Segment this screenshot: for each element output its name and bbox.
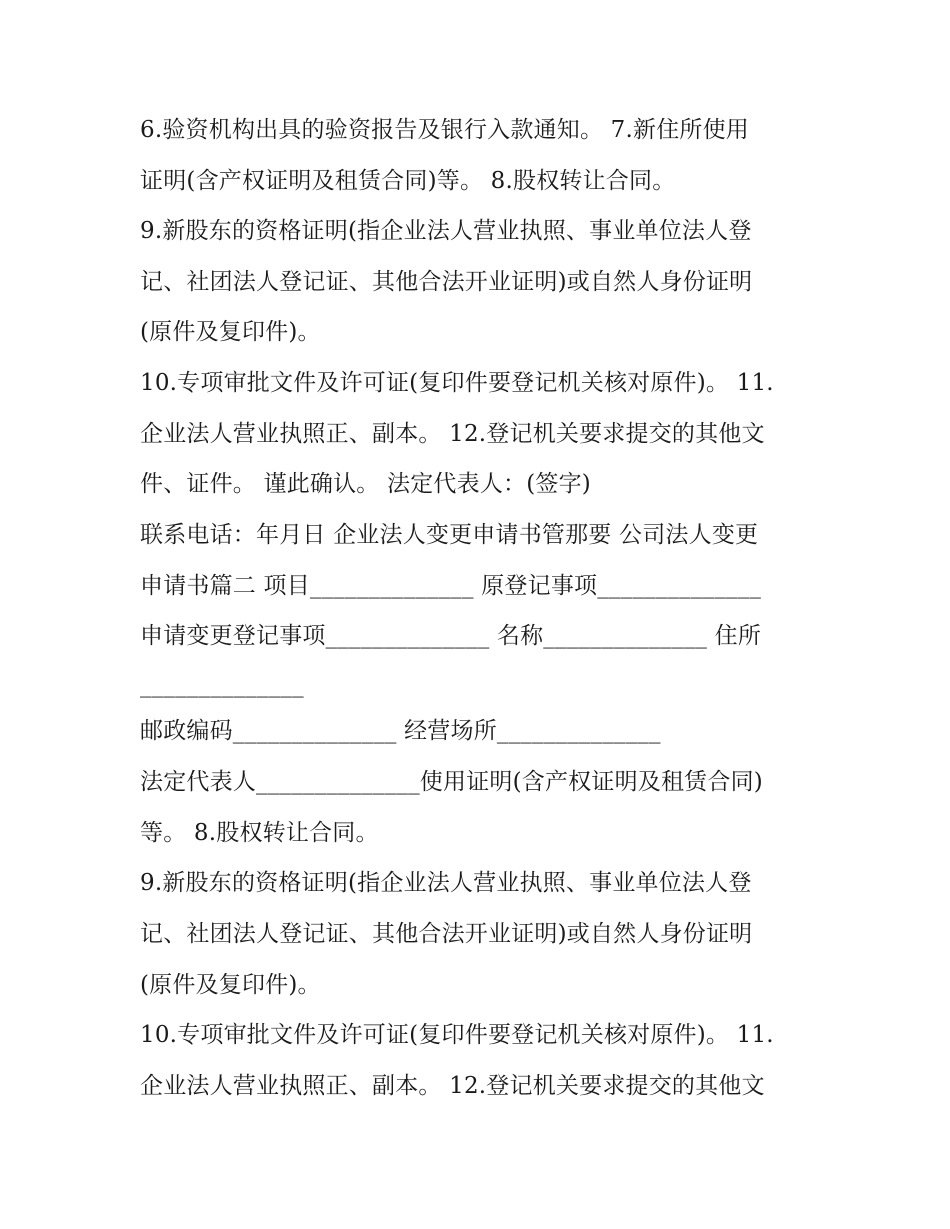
text-line: 法定代表人______________使用证明(含产权证明及租赁合同) [140,769,763,795]
text-line: 6.验资机构出具的验资报告及银行入款通知。 7.新住所使用 [140,117,749,143]
text-line: 企业法人营业执照正、副本。 12.登记机关要求提交的其他文 [140,421,765,447]
text-line: 邮政编码______________ 经营场所______________ [140,718,661,744]
text-line: 联系电话：年月日 企业法人变更申请书管那要 公司法人变更 [140,522,759,548]
text-line: (原件及复印件)。 [140,972,321,998]
text-line: 等。 8.股权转让合同。 [140,820,379,846]
text-line: 记、社团法人登记证、其他合法开业证明)或自然人身份证明 [140,921,753,947]
text-line: 企业法人营业执照正、副本。 12.登记机关要求提交的其他文 [140,1073,765,1099]
text-line: 9.新股东的资格证明(指企业法人营业执照、事业单位法人登 [140,870,752,896]
text-line: 证明(含产权证明及租赁合同)等。 8.股权转让合同。 [140,168,676,194]
text-line: 10.专项审批文件及许可证(复印件要登记机关核对原件)。 11. [140,370,774,396]
text-line: 记、社团法人登记证、其他合法开业证明)或自然人身份证明 [140,269,753,295]
text-line: 申请变更登记事项______________ 名称______________ 住所 [140,623,762,649]
text-line: 件、证件。 谨此确认。 法定代表人：(签字) [140,471,591,497]
text-line: 10.专项审批文件及许可证(复印件要登记机关核对原件)。 11. [140,1022,774,1048]
text-line: (原件及复印件)。 [140,319,321,345]
text-line: ______________ [140,672,304,698]
text-line: 9.新股东的资格证明(指企业法人营业执照、事业单位法人登 [140,218,752,244]
text-line: 申请书篇二 项目______________ 原登记事项______________ [140,573,762,599]
